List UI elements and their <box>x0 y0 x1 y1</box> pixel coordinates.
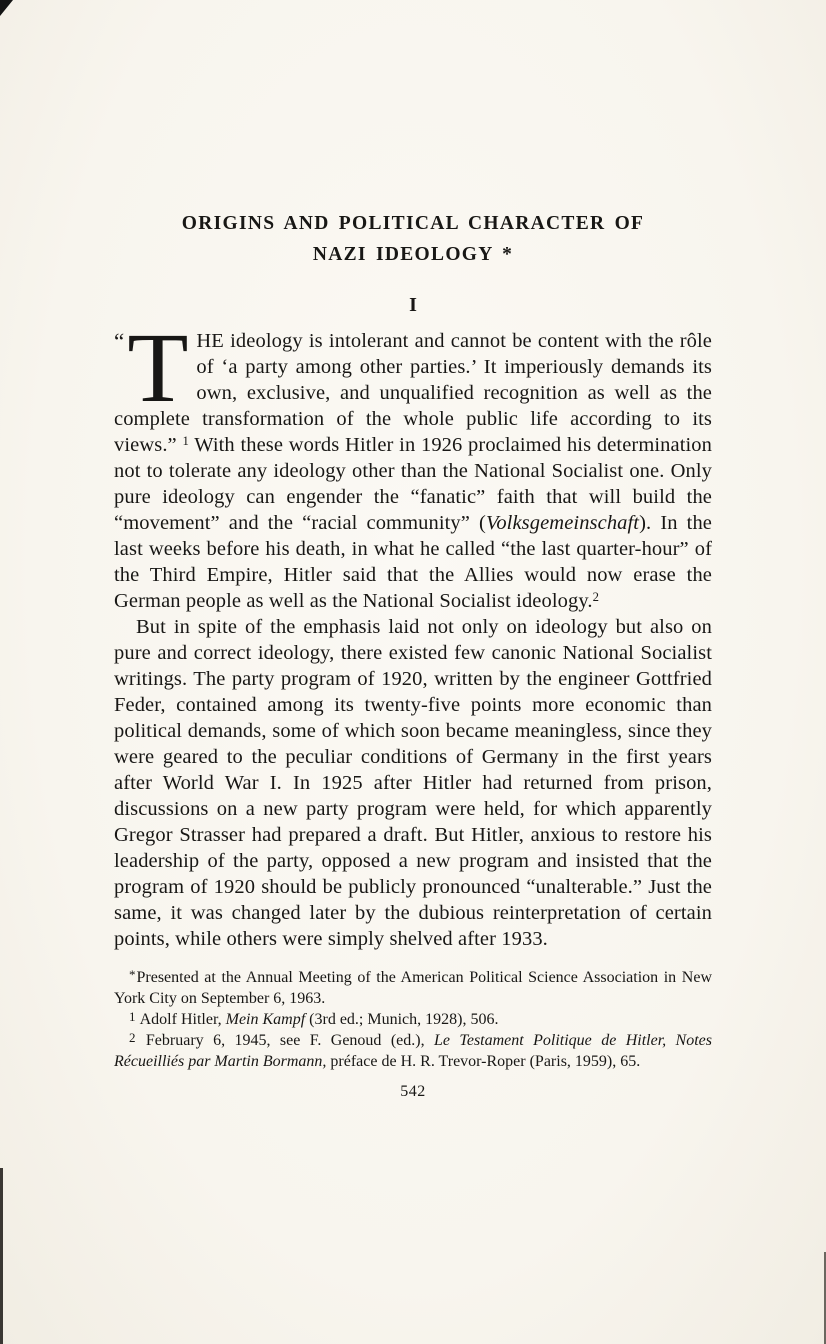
footnote-marker: 2 <box>129 1030 136 1045</box>
footnote-1 <box>114 1009 712 1030</box>
footnote-marker: 1 <box>129 1009 136 1024</box>
footnote-text: Presented at the Annual Meeting of the American Political Science Association in New York City on September 6, 1963. <box>114 969 712 1007</box>
opening-quote-mark: “ <box>114 329 125 354</box>
section-numeral: I <box>409 294 417 316</box>
footnote-text: February 6, 1945, see F. Genoud (ed.), Le Testament Politique de Hitler, Notes Récueilliés par Martin Bormann, préface de H. R. Trevor-Roper (Paris, 1959), 65. <box>114 1032 713 1070</box>
scan-artifact-left-edge <box>0 1168 3 1344</box>
scan-artifact-corner <box>0 0 13 16</box>
text-column <box>114 312 713 1101</box>
page-number: 542 <box>400 1083 426 1100</box>
footnote-marker: * <box>129 967 136 982</box>
footnote-asterisk <box>114 967 712 1009</box>
footnote-2 <box>114 1030 712 1072</box>
dropcap-group <box>114 312 187 423</box>
title-line-2: NAZI IDEOLOGY * <box>312 244 514 265</box>
footnotes-block <box>114 967 712 1072</box>
footnote-text: Adolf Hitler, Mein Kampf (3rd ed.; Munich, 1928), 506. <box>136 1011 499 1028</box>
article-title <box>0 208 826 270</box>
paragraph-1-text: HE ideology is intolerant and cannot be content with the rôle of ‘a party among other parties.’ It imperiously demands its own, exclusive, and unqualified recognition as well as the complete transformation of the whole public life according to its views.” $^1$ With these words Hitler in 1926 proclaimed his determination not to tolerate any ideology other than the National Socialist one. Only pure ideology can engender the “fanatic” faith that will build the “movement” and the “racial community” (Volksgemeinschaft). In the last weeks before his death, in what he called “the last quarter-hour” of the Third Empire, Hitler said that the Allies would now erase the German people as well as the National Socialist ideology.$^2$ <box>114 330 712 612</box>
dropcap-letter: T <box>127 312 187 423</box>
paragraph-2: But in spite of the emphasis laid not only on ideology but also on pure and correct ideology, there existed few canonic National Socialist writings. The party program of 1920, written by the engineer Gottfried Feder, contained among its twenty-five points more economic than political demands, some of which soon became meaningless, since they were geared to the peculiar conditions of Germany in the first years after World War I. In 1925 after Hitler had returned from prison, discussions on a new party program were held, for which apparently Gregor Strasser had prepared a draft. But Hitler, anxious to restore his leadership of the party, opposed a new program and insisted that the program of 1920 should be publicly pronounced “unalterable.” Just the same, it was changed later by the dubious reinterpretation of certain points, while others were simply shelved after 1933. <box>114 616 712 950</box>
title-line-1: ORIGINS AND POLITICAL CHARACTER OF <box>181 213 645 234</box>
paragraph-1 <box>114 312 712 614</box>
